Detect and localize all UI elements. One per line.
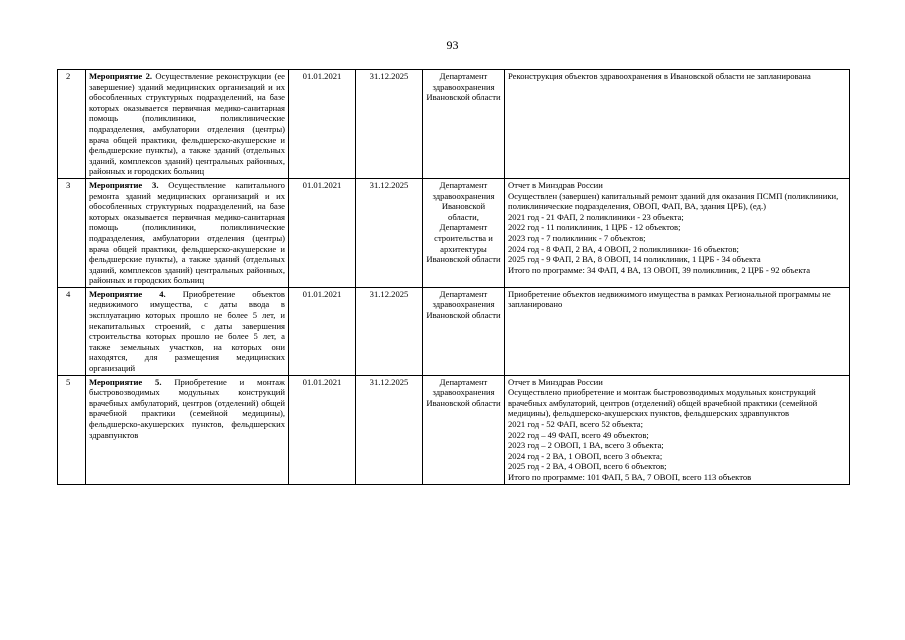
start-date: 01.01.2021 [289,178,356,287]
table-row [58,70,850,179]
responsible-department: Департамент здравоохранения Ивановской области [423,287,505,375]
event-text: Приобретение и монтаж быстровозводимых модульных конструкций врачебных амбулаторий, центров (отделений) общей врачебной практики (семейной медицины), фельдшерско-акушерских пунктов, фельдшерских здравпунктов [89,376,285,440]
result-line: 2025 год - 9 ФАП, 2 ВА, 8 ОВОП, 14 поликлиник, 1 ЦРБ - 34 объекта [508,254,761,265]
result-cell [505,178,850,287]
result-line: Отчет в Минздрав России [508,179,603,190]
result-line: 2023 год – 2 ОВОП, 1 ВА, всего 3 объекта; [508,440,664,451]
end-date: 31.12.2025 [356,287,423,375]
end-date: 31.12.2025 [356,70,423,179]
event-title: Мероприятие 3. [89,179,159,190]
result-cell [505,70,850,179]
row-number: 2 [58,70,86,179]
result-line: Итого по программе: 34 ФАП, 4 ВА, 13 ОВОП, 39 поликлиник, 2 ЦРБ - 92 объекта [508,264,811,275]
event-cell [86,178,289,287]
result-line: Приобретение объектов недвижимого имущества в рамках Региональной программы не запланировано [508,288,831,310]
row-number: 3 [58,178,86,287]
table-row [58,375,850,484]
start-date: 01.01.2021 [289,287,356,375]
page-number: 93 [446,38,459,52]
event-title: Мероприятие 5. [89,376,162,387]
result-line: Итого по программе: 101 ФАП, 5 ВА, 7 ОВОП, всего 113 объектов [508,471,752,482]
row-number: 5 [58,375,86,484]
start-date: 01.01.2021 [289,70,356,179]
result-cell [505,375,850,484]
event-text: Осуществление реконструкции (ее завершение) зданий медицинских организаций и их обособленных структурных подразделений, на базе которых оказывается первичная медико-санитарная помощь (поликлиники, поликлинические подразделения, амбулатории отделения (центры) врача общей практики, фельдшерско-акушерские и фельдшерские пункты), а также зданий (отдельных зданий, комплексов зданий) центральных районных, районных и городских больниц [89,71,285,177]
result-line: 2021 год - 21 ФАП, 2 поликлиники - 23 объекта; [508,211,684,222]
result-line: 2022 год - 11 поликлиник, 1 ЦРБ - 12 объектов; [508,222,681,233]
result-line: 2021 год - 52 ФАП, всего 52 объекта; [508,419,644,429]
responsible-department: Департамент здравоохранения Ивановской области [423,70,505,179]
table-row [58,178,850,287]
result-line: 2022 год – 49 ФАП, всего 49 объектов; [508,429,649,440]
result-line: 2025 год - 2 ВА, 4 ОВОП, всего 6 объектов; [508,461,667,472]
event-title: Мероприятие 2. [89,71,153,81]
event-text: Осуществление капитального ремонта зданий медицинских организаций и их обособленных структурных подразделений, на базе которых оказывается первичная медико-санитарная помощь (поликлиники, поликлинические подразделения, амбулатории отделения (центры) врача общей практики, фельдшерско-акушерские и фельдшерские пункты), а также зданий (отдельных зданий, комплексов зданий) центральных районных, районных и городских больниц [89,179,285,286]
responsible-department: Департамент здравоохранения Ивановской области, Департамент строительства и архитектуры Ивановской области [423,178,505,287]
result-line: Реконструкция объектов здравоохранения в Ивановской области не запланирована [508,71,811,81]
responsible-department: Департамент здравоохранения Ивановской области [423,375,505,484]
event-cell [86,375,289,484]
result-cell [505,287,850,375]
table-row [58,287,850,375]
end-date: 31.12.2025 [356,178,423,287]
measures-table [57,69,850,485]
result-line: 2024 год - 8 ФАП, 2 ВА, 4 ОВОП, 2 поликлиники- 16 объектов; [508,243,739,254]
result-line: Отчет в Минздрав России [508,376,603,387]
event-text: Приобретение объектов недвижимого имущества, с даты ввода в эксплуатацию которых прошло не более 5 лет, и некапитальных строений, с даты завершения строительства которых прошло не более 5 лет, а также земельных участков, на которых они находятся, для размещения медицинских организаций [89,288,285,374]
result-line: Осуществлен (завершен) капитальный ремонт зданий для оказания ПСМП (поликлиники, поликлинические подразделения, ОВОП, ФАП, ВА, здания ЦРБ), (ед.) [508,190,839,212]
event-title: Мероприятие 4. [89,288,166,299]
start-date: 01.01.2021 [289,375,356,484]
result-line: Осуществлено приобретение и монтаж быстровозводимых модульных конструкций врачебных амбулаторий, центров (отделений) общей врачебной практики (семейной медицины), фельдшерско-акушерских пунктов, фельдшерских здравпунктов [508,387,818,419]
result-line: 2023 год - 7 поликлиник - 7 объектов; [508,232,646,243]
row-number: 4 [58,287,86,375]
event-cell [86,287,289,375]
result-line: 2024 год - 2 ВА, 1 ОВОП, всего 3 объекта; [508,450,663,461]
end-date: 31.12.2025 [356,375,423,484]
event-cell [86,70,289,179]
